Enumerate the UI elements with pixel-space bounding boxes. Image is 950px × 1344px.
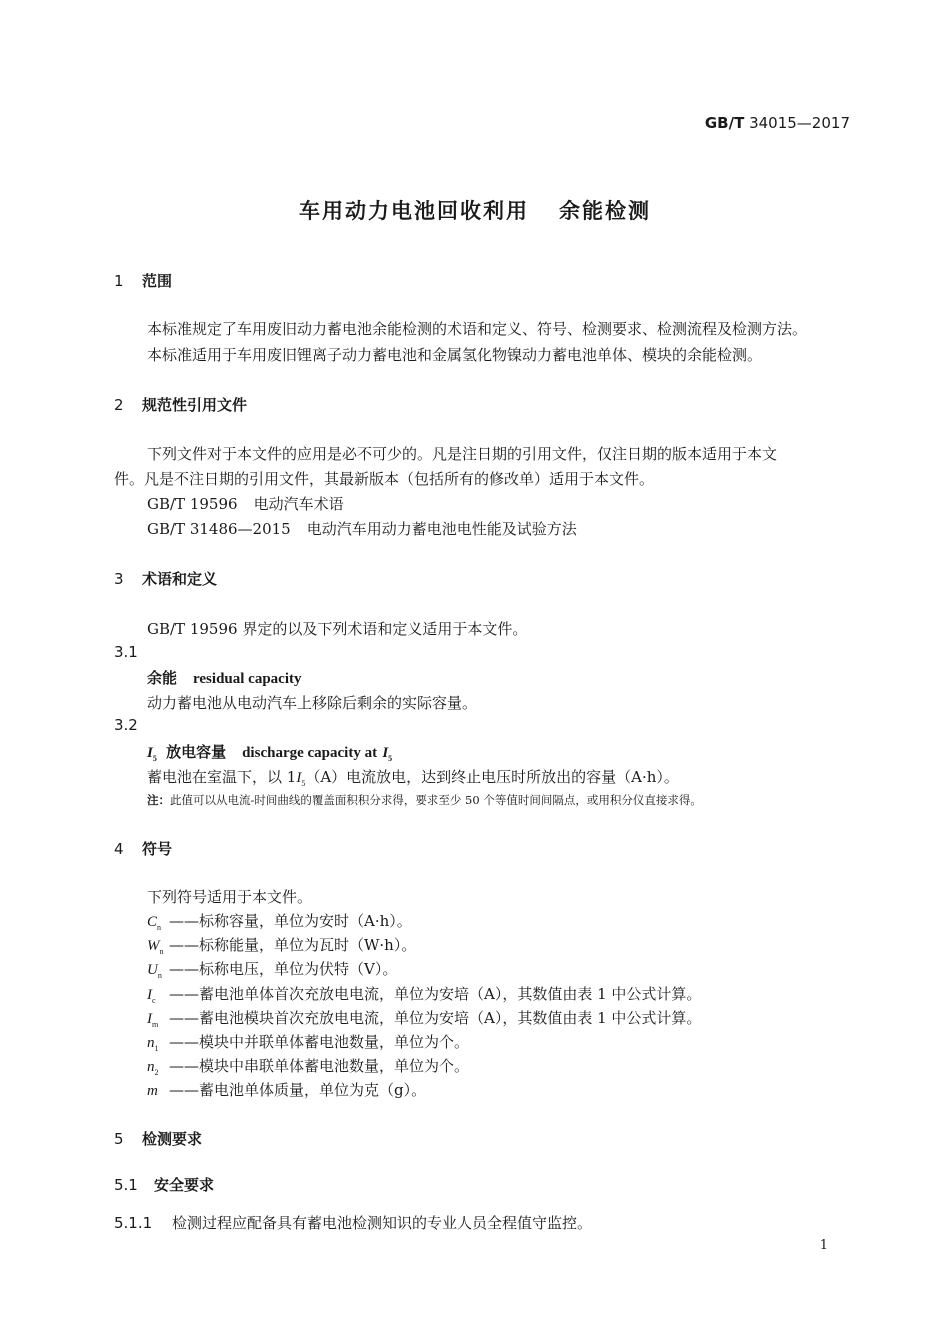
section-2-heading: 2 规范性引用文件 bbox=[114, 396, 248, 414]
term-3-2-note: 注：此值可以从电流-时间曲线的覆盖面积积分求得，要求至少 50 个等值时间间隔点，或用积分仪直接求得。 bbox=[147, 793, 702, 807]
symbol-row: m ——蓄电池单体质量，单位为克（g）。 bbox=[147, 1081, 427, 1099]
section-1-paragraph-2: 本标准适用于车用废旧锂离子动力蓄电池和金属氢化物镍动力蓄电池单体、模块的余能检测。 bbox=[147, 346, 763, 364]
symbol-row: $W_n$ ——标称能量，单位为瓦时（W·h）。 bbox=[147, 936, 417, 956]
section-1-heading: 1 范围 bbox=[114, 272, 173, 290]
term-3-2-title: $I_5$ 放电容量 discharge capacity at $I_5$ bbox=[147, 743, 393, 763]
section-5-1-heading: 5.1 安全要求 bbox=[114, 1176, 215, 1194]
document-title: 车用动力电池回收利用 余能检测 bbox=[299, 199, 651, 223]
section-1-paragraph-1: 本标准规定了车用废旧动力蓄电池余能检测的术语和定义、符号、检测要求、检测流程及检测方法。 bbox=[147, 320, 808, 338]
symbol-row: $n_2$ ——模块中串联单体蓄电池数量，单位为个。 bbox=[147, 1057, 470, 1077]
symbol-row: $I_m$ ——蓄电池模块首次充放电电流，单位为安培（A），其数值由表 1 中公式计算。 bbox=[147, 1009, 702, 1029]
page-number: 1 bbox=[819, 1238, 828, 1253]
symbol-row: $U_n$ ——标称电压，单位为伏特（V）。 bbox=[147, 960, 398, 980]
term-3-1-number: 3.1 bbox=[114, 643, 138, 661]
section-3-heading: 3 术语和定义 bbox=[114, 570, 218, 588]
symbol-row: $I_c$ ——蓄电池单体首次充放电电流，单位为安培（A），其数值由表 1 中公式计算。 bbox=[147, 985, 702, 1005]
reference-item: GB/T 31486—2015 电动汽车用动力蓄电池电性能及试验方法 bbox=[147, 520, 577, 538]
term-3-2-number: 3.2 bbox=[114, 716, 138, 734]
reference-item: GB/T 19596 电动汽车术语 bbox=[147, 495, 344, 513]
section-3-intro: GB/T 19596 界定的以及下列术语和定义适用于本文件。 bbox=[147, 620, 528, 638]
section-4-intro: 下列符号适用于本文件。 bbox=[147, 888, 313, 906]
section-4-heading: 4 符号 bbox=[114, 840, 173, 858]
symbol-row: $n_1$ ——模块中并联单体蓄电池数量，单位为个。 bbox=[147, 1033, 470, 1053]
section-2-paragraph-line-2: 件。凡是不注日期的引用文件，其最新版本（包括所有的修改单）适用于本文件。 bbox=[114, 470, 655, 488]
symbol-row: $C_n$ ——标称容量，单位为安时（A·h）。 bbox=[147, 912, 412, 932]
section-5-heading: 5 检测要求 bbox=[114, 1130, 203, 1148]
standard-code: GB/T 34015—2017 bbox=[704, 114, 850, 132]
term-3-2-definition: 蓄电池在室温下，以 $1I_5(A)$电流放电，达到终止电压时所放出的容量（A·h）。 bbox=[147, 768, 679, 788]
term-3-1-title: 余能 residual capacity bbox=[147, 669, 302, 687]
term-3-1-definition: 动力蓄电池从电动汽车上移除后剩余的实际容量。 bbox=[147, 694, 478, 712]
section-2-paragraph-line-1: 下列文件对于本文件的应用是必不可少的。凡是注日期的引用文件，仅注日期的版本适用于本文 bbox=[147, 445, 778, 463]
clause-5-1-1: 5.1.1 检测过程应配备具有蓄电池检测知识的专业人员全程值守监控。 bbox=[114, 1214, 593, 1232]
